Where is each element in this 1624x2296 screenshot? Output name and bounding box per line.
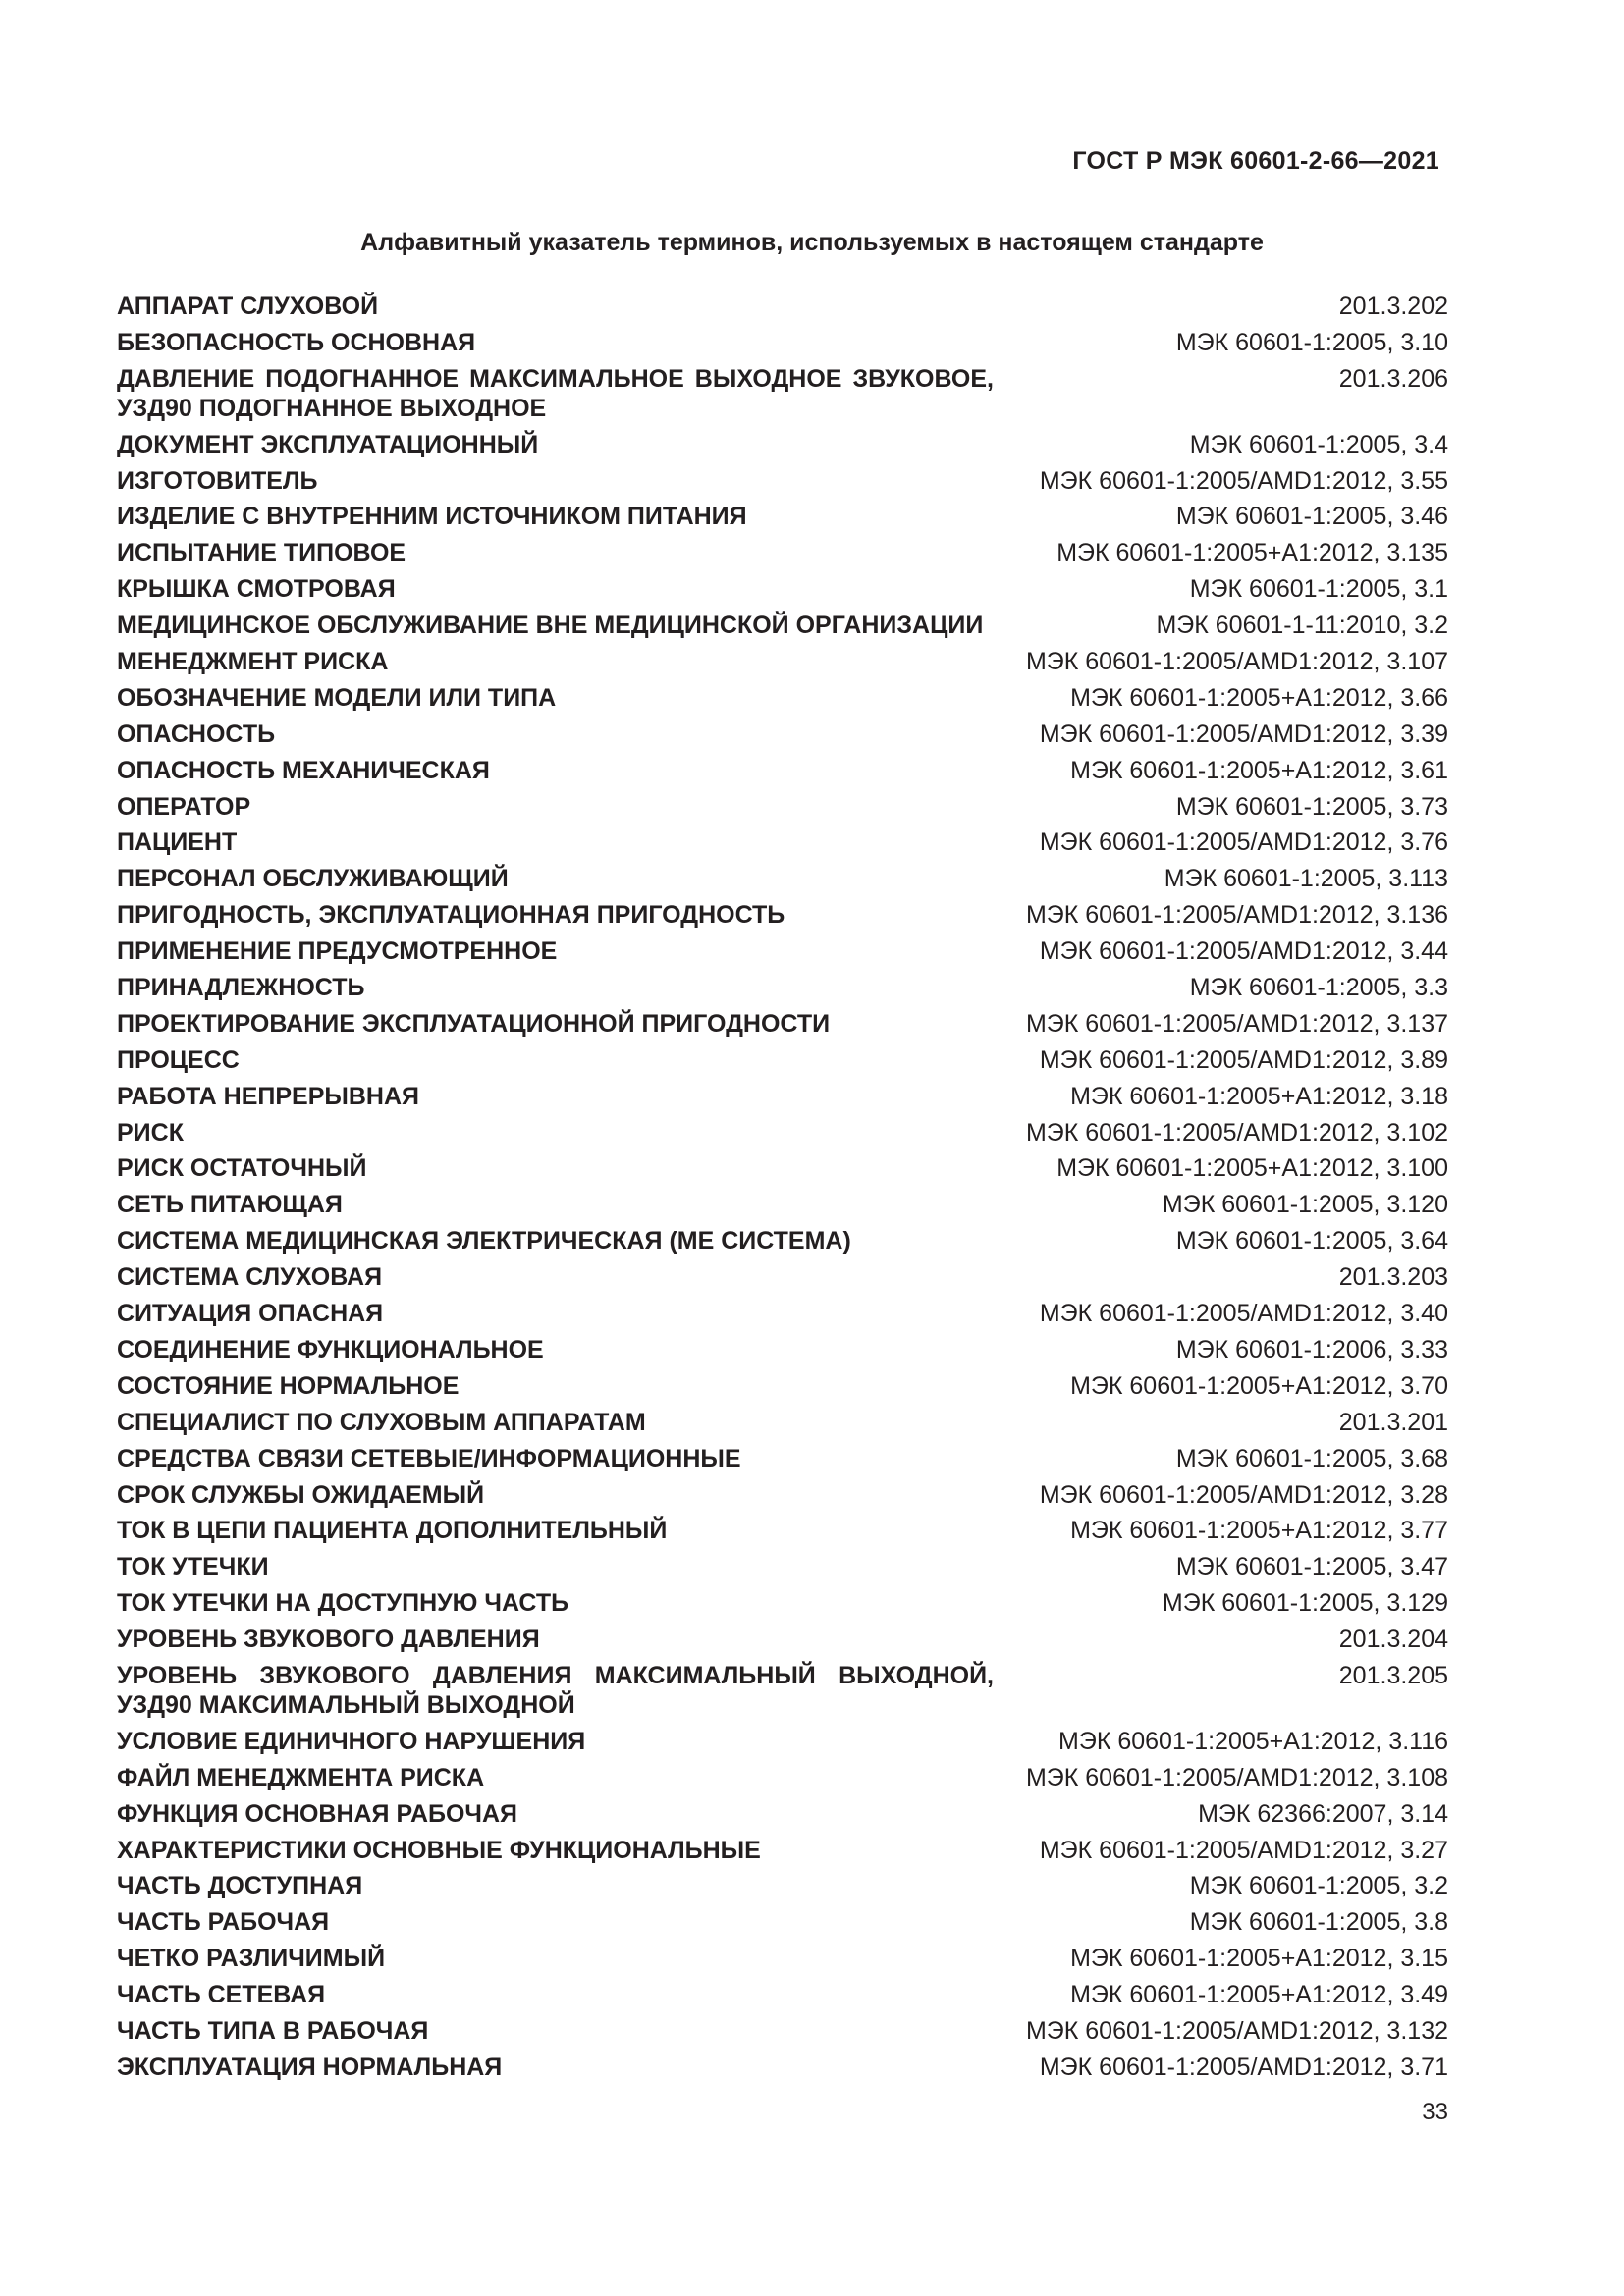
index-reference: МЭК 60601-1:2005, 3.68 <box>1175 1444 1448 1472</box>
term-index-list <box>117 292 1448 2089</box>
index-term: ЧАСТЬ РАБОЧАЯ <box>117 1908 330 1937</box>
index-reference: МЭК 60601-1:2005, 3.46 <box>1175 503 1448 531</box>
index-reference: МЭК 60601-1:2005, 3.129 <box>1162 1589 1448 1618</box>
index-reference: МЭК 60601-1:2005/AMD1:2012, 3.107 <box>1025 648 1448 676</box>
index-term: СОСТОЯНИЕ НОРМАЛЬНОЕ <box>117 1371 460 1400</box>
index-reference: МЭК 60601-1:2005/AMD1:2012, 3.137 <box>1025 1009 1448 1038</box>
index-entry <box>117 1516 1448 1545</box>
index-entry <box>117 1082 1448 1111</box>
index-reference: МЭК 60601-1:2005, 3.113 <box>1164 865 1448 893</box>
index-term: КРЫШКА СМОТРОВАЯ <box>117 575 396 604</box>
index-term: ФУНКЦИЯ ОСНОВНАЯ РАБОЧАЯ <box>117 1799 518 1828</box>
index-entry <box>117 1907 1448 1937</box>
index-entry <box>117 973 1448 1002</box>
index-term: ЧЕТКО РАЗЛИЧИМЫЙ <box>117 1945 386 1973</box>
index-entry <box>117 430 1448 459</box>
index-reference: МЭК 60601-1:2005/AMD1:2012, 3.102 <box>1025 1118 1448 1147</box>
index-term: СИТУАЦИЯ ОПАСНАЯ <box>117 1300 384 1328</box>
index-reference: МЭК 60601-1:2005/AMD1:2012, 3.132 <box>1025 2016 1448 2045</box>
index-entry <box>117 1045 1448 1075</box>
index-term: РИСК <box>117 1118 184 1147</box>
index-entry <box>117 574 1448 604</box>
index-reference: МЭК 60601-1:2005/AMD1:2012, 3.76 <box>1039 828 1448 857</box>
index-entry <box>117 683 1448 713</box>
index-entry <box>117 828 1448 857</box>
index-term: РИСК ОСТАТОЧНЫЙ <box>117 1154 367 1183</box>
index-term: ИЗГОТОВИТЕЛЬ <box>117 466 318 495</box>
index-reference: 201.3.201 <box>1338 1408 1448 1436</box>
index-entry <box>117 2016 1448 2046</box>
index-entry <box>117 864 1448 893</box>
index-reference: МЭК 60601-1:2005+A1:2012, 3.49 <box>1070 1981 1448 2009</box>
index-term: ОБОЗНАЧЕНИЕ МОДЕЛИ ИЛИ ТИПА <box>117 683 557 712</box>
index-entry <box>117 1335 1448 1364</box>
index-term: ДОКУМЕНТ ЭКСПЛУАТАЦИОННЫЙ <box>117 430 539 458</box>
index-term: СРОК СЛУЖБЫ ОЖИДАЕМЫЙ <box>117 1480 485 1509</box>
index-reference: МЭК 60601-1:2005, 3.120 <box>1162 1191 1448 1219</box>
index-entry <box>117 1371 1448 1401</box>
index-term: УРОВЕНЬ ЗВУКОВОГО ДАВЛЕНИЯ <box>117 1626 540 1654</box>
index-entry <box>117 1727 1448 1756</box>
index-reference: МЭК 60601-1:2005, 3.3 <box>1189 974 1448 1002</box>
index-term: ПРОЕКТИРОВАНИЕ ЭКСПЛУАТАЦИОННОЙ ПРИГОДНОСТИ <box>117 1009 831 1038</box>
index-term: ИЗДЕЛИЕ С ВНУТРЕННИМ ИСТОЧНИКОМ ПИТАНИЯ <box>117 503 747 531</box>
index-entry <box>117 1625 1448 1654</box>
index-term: УРОВЕНЬ ЗВУКОВОГО ДАВЛЕНИЯ МАКСИМАЛЬНЫЙ ВЫХОДНОЙ, УЗД90 МАКСИМАЛЬНЫЙ ВЫХОДНОЙ <box>117 1661 994 1719</box>
index-term: ЧАСТЬ СЕТЕВАЯ <box>117 1981 326 2009</box>
index-entry <box>117 1980 1448 2009</box>
index-term: ПРИМЕНЕНИЕ ПРЕДУСМОТРЕННОЕ <box>117 937 558 966</box>
index-reference: МЭК 60601-1:2005+A1:2012, 3.77 <box>1070 1517 1448 1545</box>
index-reference: МЭК 60601-1:2005/AMD1:2012, 3.108 <box>1025 1763 1448 1791</box>
index-reference: МЭК 60601-1-11:2010, 3.2 <box>1156 612 1448 640</box>
index-term: СПЕЦИАЛИСТ ПО СЛУХОВЫМ АППАРАТАМ <box>117 1408 646 1436</box>
index-reference: 201.3.204 <box>1338 1626 1448 1654</box>
index-reference: 201.3.202 <box>1338 293 1448 320</box>
index-term: ОПАСНОСТЬ <box>117 720 276 748</box>
index-reference: МЭК 60601-1:2005+A1:2012, 3.15 <box>1070 1945 1448 1973</box>
index-entry <box>117 1836 1448 1865</box>
index-reference: МЭК 60601-1:2005, 3.73 <box>1175 792 1448 821</box>
index-term: СЕТЬ ПИТАЮЩАЯ <box>117 1191 343 1219</box>
index-reference: 201.3.203 <box>1338 1263 1448 1292</box>
index-reference: МЭК 60601-1:2005+A1:2012, 3.116 <box>1058 1727 1448 1755</box>
index-reference: МЭК 60601-1:2006, 3.33 <box>1175 1335 1448 1363</box>
index-term: СОЕДИНЕНИЕ ФУНКЦИОНАЛЬНОЕ <box>117 1335 544 1363</box>
index-entry <box>117 292 1448 321</box>
index-entry <box>117 1299 1448 1328</box>
index-entry <box>117 364 1448 423</box>
index-term: МЕДИЦИНСКОЕ ОБСЛУЖИВАНИЕ ВНЕ МЕДИЦИНСКОЙ ОРГАНИЗАЦИИ <box>117 612 984 640</box>
index-term: ФАЙЛ МЕНЕДЖМЕНТА РИСКА <box>117 1763 485 1791</box>
index-reference: МЭК 60601-1:2005/AMD1:2012, 3.55 <box>1039 466 1448 495</box>
index-term: ОПЕРАТОР <box>117 792 251 821</box>
index-entry <box>117 1408 1448 1437</box>
index-entry <box>117 1153 1448 1183</box>
standard-designation: ГОСТ Р МЭК 60601-2-66—2021 <box>1072 147 1439 175</box>
index-entry <box>117 1480 1448 1510</box>
index-term: ЧАСТЬ ТИПА В РАБОЧАЯ <box>117 2016 429 2045</box>
index-reference: МЭК 60601-1:2005/AMD1:2012, 3.28 <box>1039 1480 1448 1509</box>
index-term: ОПАСНОСТЬ МЕХАНИЧЕСКАЯ <box>117 756 490 784</box>
index-entry <box>117 328 1448 357</box>
index-reference: МЭК 60601-1:2005, 3.1 <box>1189 575 1448 604</box>
index-entry <box>117 611 1448 640</box>
index-reference: МЭК 60601-1:2005, 3.10 <box>1175 328 1448 356</box>
index-term: СИСТЕМА СЛУХОВАЯ <box>117 1263 383 1292</box>
index-reference: МЭК 60601-1:2005+A1:2012, 3.135 <box>1056 539 1448 567</box>
index-entry <box>117 1763 1448 1792</box>
index-term: БЕЗОПАСНОСТЬ ОСНОВНАЯ <box>117 328 476 356</box>
index-entry <box>117 647 1448 676</box>
index-reference: МЭК 60601-1:2005/AMD1:2012, 3.71 <box>1039 2053 1448 2081</box>
index-entry <box>117 1009 1448 1039</box>
index-entry <box>117 466 1448 496</box>
index-reference: МЭК 60601-1:2005+A1:2012, 3.70 <box>1070 1371 1448 1400</box>
index-term: ЭКСПЛУАТАЦИЯ НОРМАЛЬНАЯ <box>117 2053 503 2081</box>
index-entry <box>117 1226 1448 1255</box>
index-term: ТОК УТЕЧКИ <box>117 1553 269 1581</box>
index-term: ИСПЫТАНИЕ ТИПОВОЕ <box>117 539 406 567</box>
index-reference: МЭК 60601-1:2005+A1:2012, 3.18 <box>1070 1082 1448 1110</box>
index-reference: МЭК 60601-1:2005/AMD1:2012, 3.136 <box>1025 901 1448 930</box>
index-reference: МЭК 60601-1:2005, 3.47 <box>1175 1553 1448 1581</box>
index-reference: МЭК 60601-1:2005/AMD1:2012, 3.39 <box>1039 720 1448 748</box>
index-entry <box>117 502 1448 531</box>
index-reference: МЭК 62366:2007, 3.14 <box>1198 1799 1448 1828</box>
index-reference: МЭК 60601-1:2005+A1:2012, 3.61 <box>1070 756 1448 784</box>
index-term: ПЕРСОНАЛ ОБСЛУЖИВАЮЩИЙ <box>117 865 509 893</box>
index-term: АППАРАТ СЛУХОВОЙ <box>117 293 379 320</box>
index-reference: МЭК 60601-1:2005, 3.64 <box>1175 1227 1448 1255</box>
index-term: ТОК УТЕЧКИ НА ДОСТУПНУЮ ЧАСТЬ <box>117 1589 569 1618</box>
index-term: ДАВЛЕНИЕ ПОДОГНАННОЕ МАКСИМАЛЬНОЕ ВЫХОДНОЕ ЗВУКОВОЕ, УЗД90 ПОДОГНАННОЕ ВЫХОДНОЕ <box>117 364 994 422</box>
index-term: СИСТЕМА МЕДИЦИНСКАЯ ЭЛЕКТРИЧЕСКАЯ (МЕ СИСТЕМА) <box>117 1227 851 1255</box>
index-reference: МЭК 60601-1:2005/AMD1:2012, 3.44 <box>1039 937 1448 966</box>
index-term: ПАЦИЕНТ <box>117 828 238 857</box>
index-entry <box>117 1118 1448 1148</box>
index-entry <box>117 2053 1448 2082</box>
index-term: ПРИГОДНОСТЬ, ЭКСПЛУАТАЦИОННАЯ ПРИГОДНОСТЬ <box>117 901 785 930</box>
index-entry <box>117 1871 1448 1900</box>
index-entry <box>117 1262 1448 1292</box>
index-reference: МЭК 60601-1:2005/AMD1:2012, 3.89 <box>1039 1045 1448 1074</box>
index-reference: 201.3.205 <box>1338 1661 1448 1689</box>
index-entry <box>117 1799 1448 1829</box>
index-term: ХАРАКТЕРИСТИКИ ОСНОВНЫЕ ФУНКЦИОНАЛЬНЫЕ <box>117 1836 761 1864</box>
index-term: МЕНЕДЖМЕНТ РИСКА <box>117 648 389 676</box>
index-entry <box>117 720 1448 749</box>
index-reference: МЭК 60601-1:2005/AMD1:2012, 3.27 <box>1039 1836 1448 1864</box>
index-entry <box>117 792 1448 822</box>
index-entry <box>117 1552 1448 1581</box>
index-entry <box>117 1944 1448 1973</box>
index-term: ПРОЦЕСС <box>117 1045 240 1074</box>
index-reference: МЭК 60601-1:2005/AMD1:2012, 3.40 <box>1039 1300 1448 1328</box>
index-title: Алфавитный указатель терминов, используемых в настоящем стандарте <box>360 229 1264 256</box>
index-reference: МЭК 60601-1:2005, 3.2 <box>1189 1872 1448 1900</box>
index-reference: МЭК 60601-1:2005, 3.8 <box>1189 1908 1448 1937</box>
index-term: ТОК В ЦЕПИ ПАЦИЕНТА ДОПОЛНИТЕЛЬНЫЙ <box>117 1517 668 1545</box>
index-entry <box>117 1588 1448 1618</box>
index-entry <box>117 1190 1448 1219</box>
index-entry <box>117 1444 1448 1473</box>
index-term: УСЛОВИЕ ЕДИНИЧНОГО НАРУШЕНИЯ <box>117 1727 586 1755</box>
index-entry <box>117 900 1448 930</box>
index-reference: МЭК 60601-1:2005+A1:2012, 3.66 <box>1070 683 1448 712</box>
index-entry <box>117 756 1448 785</box>
index-entry <box>117 538 1448 567</box>
page-number: 33 <box>1422 2099 1448 2125</box>
index-term: ПРИНАДЛЕЖНОСТЬ <box>117 974 365 1002</box>
index-reference: 201.3.206 <box>1338 364 1448 393</box>
index-term: ЧАСТЬ ДОСТУПНАЯ <box>117 1872 363 1900</box>
index-entry <box>117 1661 1448 1720</box>
index-reference: МЭК 60601-1:2005, 3.4 <box>1189 430 1448 458</box>
index-entry <box>117 936 1448 966</box>
index-term: РАБОТА НЕПРЕРЫВНАЯ <box>117 1082 419 1110</box>
index-term: СРЕДСТВА СВЯЗИ СЕТЕВЫЕ/ИНФОРМАЦИОННЫЕ <box>117 1444 741 1472</box>
index-reference: МЭК 60601-1:2005+A1:2012, 3.100 <box>1056 1154 1448 1183</box>
